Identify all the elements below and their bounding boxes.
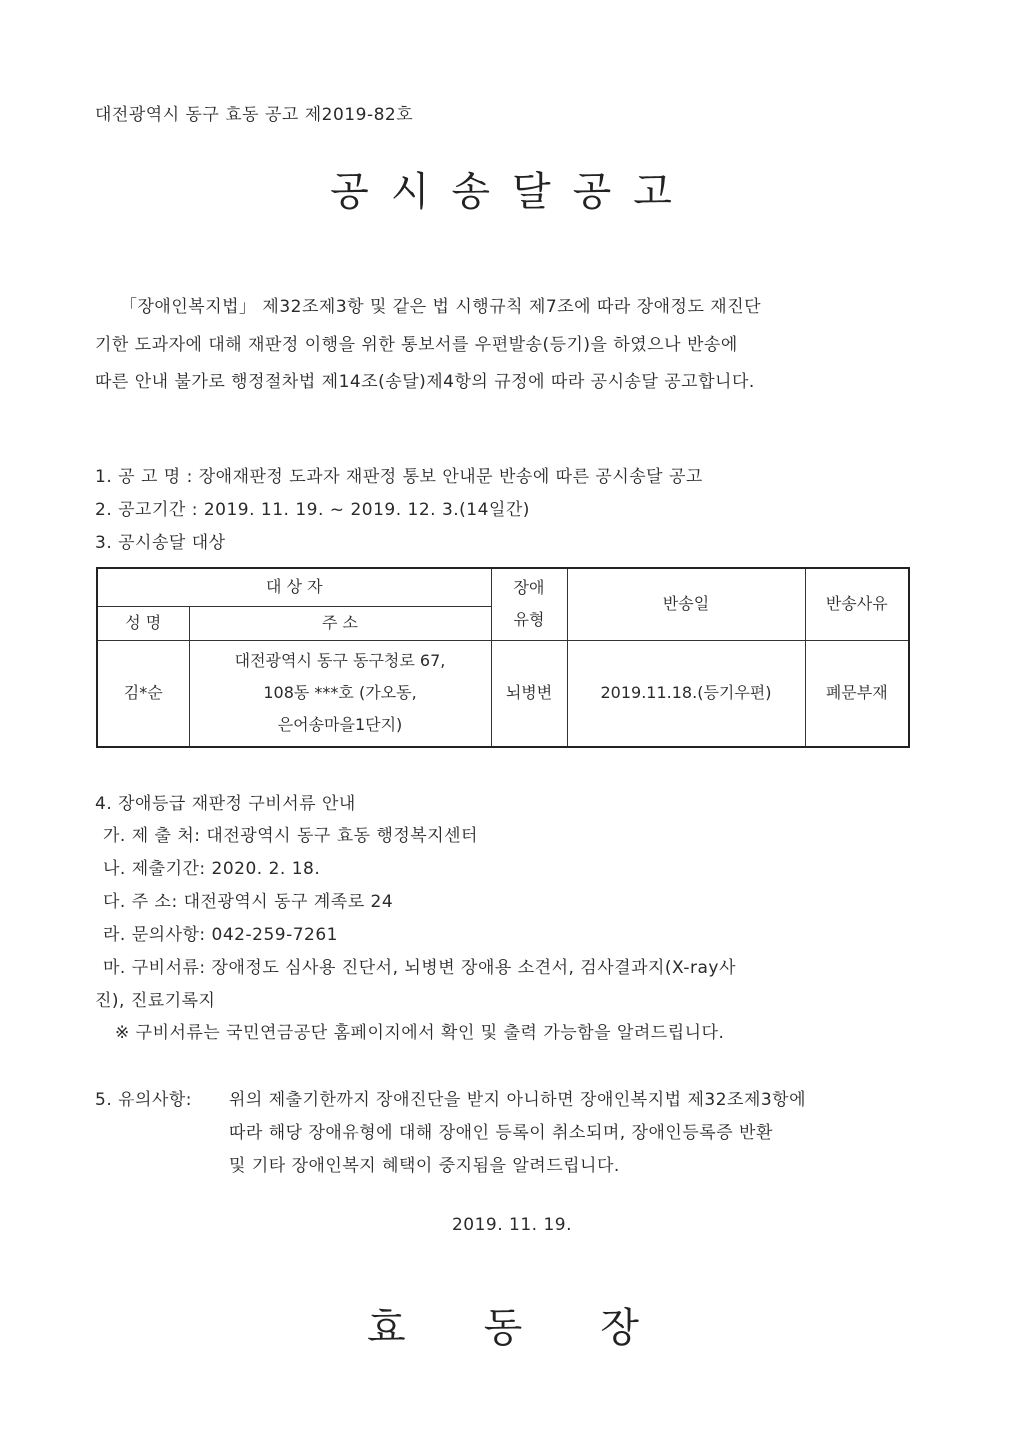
intro-line: 기한 도과자에 대해 재판정 이행을 위한 통보서를 우편발송(등기)을 하였으나 반송에 (95, 335, 738, 355)
intro-line: 따른 안내 불가로 행정절차법 제14조(송달)제4항의 규정에 따라 공시송달 공고합니다. (95, 372, 755, 392)
page-title: 공시송달공고 (330, 169, 694, 215)
documents-note: ※ 구비서류는 국민연금공단 홈페이지에서 확인 및 출력 가능함을 알려드립니다. (115, 1023, 725, 1043)
intro-line: 「장애인복지법」 제32조제3항 및 같은 법 시행규칙 제7조에 따라 장애정도 재진단 (120, 297, 762, 317)
item-caution-label: 5. 유의사항: (95, 1090, 193, 1110)
target-table (96, 567, 910, 748)
header-type-line: 장애 (513, 578, 545, 598)
item-documents-heading: 4. 장애등급 재판정 구비서류 안내 (95, 794, 356, 814)
caution-line: 위의 제출기한까지 장애진단을 받지 아니하면 장애인복지법 제32조제3항에 (229, 1090, 807, 1110)
address-line: 대전광역시 동구 동구청로 67, (234, 651, 446, 671)
caution-line: 및 기타 장애인복지 혜택이 중지됨을 알려드립니다. (229, 1156, 620, 1176)
documents-line: 라. 문의사항: 042-259-7261 (103, 925, 338, 945)
address-line: 은어송마을1단지) (277, 715, 403, 735)
header-disability-type (491, 568, 567, 640)
item-notice-period: 2. 공고기간 : 2019. 11. 19. ~ 2019. 12. 3.(14일간) (95, 500, 530, 520)
address-line: 108동 ***호 (가오동, (263, 683, 417, 703)
header-return-date: 반송일 (567, 568, 805, 640)
cell-disability-type: 뇌병변 (491, 640, 567, 747)
documents-line: 다. 주 소: 대전광역시 동구 계족로 24 (103, 892, 394, 912)
item-target-heading: 3. 공시송달 대상 (95, 533, 226, 553)
header-target: 대 상 자 (97, 568, 491, 606)
cell-name: 김*순 (97, 640, 189, 747)
notice-date: 2019. 11. 19. (451, 1215, 573, 1235)
header-address: 주 소 (189, 606, 491, 640)
table-row (97, 640, 909, 747)
caution-line: 따라 해당 장애유형에 대해 장애인 등록이 취소되며, 장애인등록증 반환 (229, 1123, 773, 1143)
header-type-line: 유형 (513, 610, 545, 630)
documents-line: 마. 구비서류: 장애정도 심사용 진단서, 뇌병변 장애용 소견서, 검사결과지(X-ray사 (103, 958, 736, 978)
documents-line: 나. 제출기간: 2020. 2. 18. (103, 859, 321, 879)
header-return-reason: 반송사유 (805, 568, 909, 640)
cell-return-date: 2019.11.18.(등기우편) (567, 640, 805, 747)
item-notice-name: 1. 공 고 명 : 장애재판정 도과자 재판정 통보 안내문 반송에 따른 공시송달 공고 (95, 467, 703, 487)
documents-line: 진), 진료기록지 (95, 991, 216, 1011)
cell-return-reason: 폐문부재 (805, 640, 909, 747)
header-name: 성 명 (97, 606, 189, 640)
cell-address (189, 640, 491, 747)
documents-line: 가. 제 출 처: 대전광역시 동구 효동 행정복지센터 (103, 826, 478, 846)
notice-number: 대전광역시 동구 효동 공고 제2019-82호 (95, 105, 414, 125)
signer: 효동장 (367, 1305, 717, 1351)
